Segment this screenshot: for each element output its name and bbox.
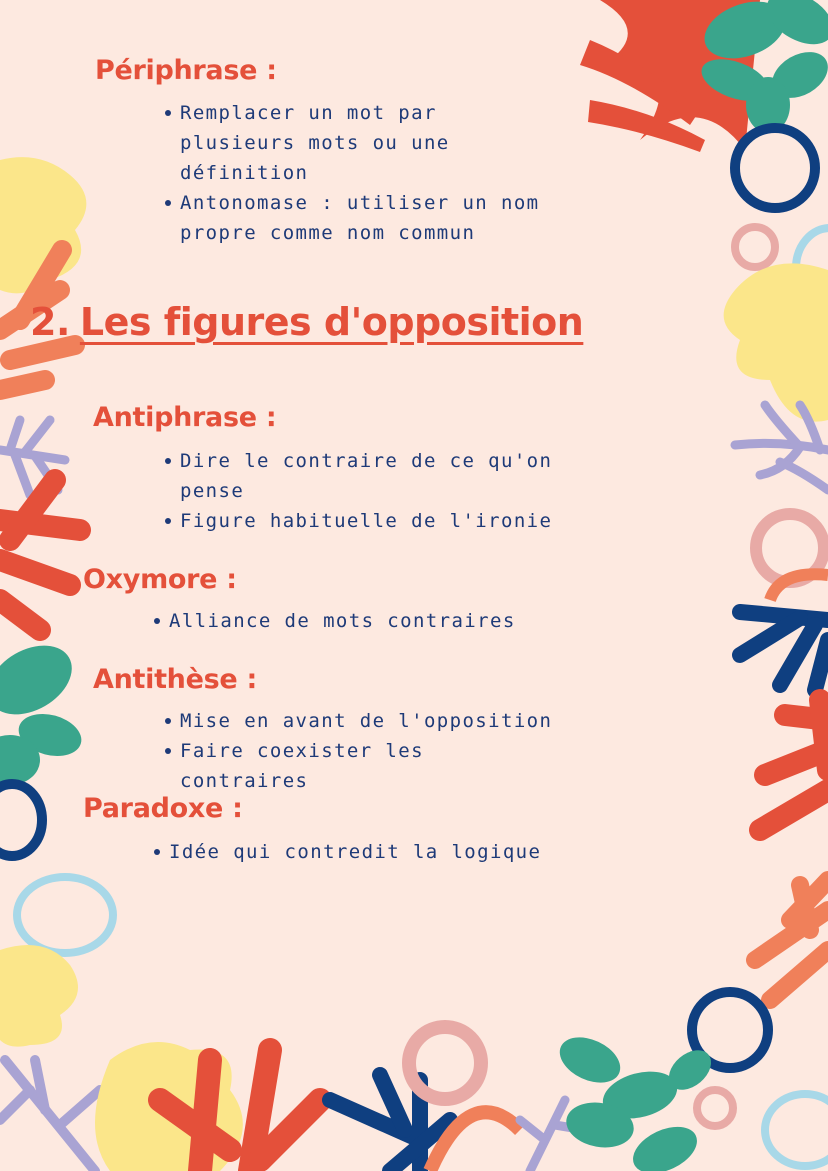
pink-ring-bottom-right-shape xyxy=(697,1090,733,1126)
antithese-heading: Antithèse : xyxy=(93,664,257,695)
paradoxe-heading: Paradoxe : xyxy=(83,793,243,824)
list-item: Mise en avant de l'opposition xyxy=(164,706,604,736)
navy-ring-top-shape xyxy=(735,128,815,208)
list-item: Dire le contraire de ce qu'on pense xyxy=(164,446,605,506)
section-title-text: Les figures d'opposition xyxy=(79,300,584,344)
oxymore-list xyxy=(153,606,593,636)
periphrase-list xyxy=(164,98,584,248)
red-leaf-right-shape xyxy=(760,700,828,830)
section-title xyxy=(30,300,583,344)
list-item: Remplacer un mot par plusieurs mots ou une définition xyxy=(164,98,480,188)
yellow-blob-bottom-left-shape xyxy=(0,945,78,1047)
list-item: Alliance de mots contraires xyxy=(153,606,593,636)
paradoxe-list xyxy=(153,837,593,867)
lavender-leaf-bottom-shape xyxy=(0,1060,100,1171)
pink-ring-bottom-shape xyxy=(409,1027,481,1099)
antithese-list xyxy=(164,706,604,796)
red-leaf-left-shape xyxy=(0,480,80,630)
list-item: Figure habituelle de l'ironie xyxy=(164,506,604,536)
pink-ring-top-shape xyxy=(735,227,775,267)
antiphrase-list xyxy=(164,446,604,536)
orange-leaf-right-shape xyxy=(755,880,828,1000)
list-item: Faire coexister les contraires xyxy=(164,736,470,796)
navy-ring-left-shape xyxy=(0,784,42,856)
light-blue-ring-left-shape xyxy=(17,877,113,953)
list-item: Idée qui contredit la logique xyxy=(153,837,593,867)
oxymore-heading: Oxymore : xyxy=(83,564,237,595)
periphrase-heading: Périphrase : xyxy=(95,55,277,86)
navy-leaf-right-shape xyxy=(740,612,828,690)
light-blue-ring-bottom-shape xyxy=(765,1094,828,1166)
teal-leaf-left-shape xyxy=(0,632,86,785)
antiphrase-heading: Antiphrase : xyxy=(93,402,277,433)
orange-arc-right-shape xyxy=(770,574,828,600)
yellow-blob-right-shape xyxy=(724,263,828,421)
section-number: 2. xyxy=(30,300,70,344)
list-item: Antonomase : utiliser un nom propre comme nom commun xyxy=(164,188,590,248)
